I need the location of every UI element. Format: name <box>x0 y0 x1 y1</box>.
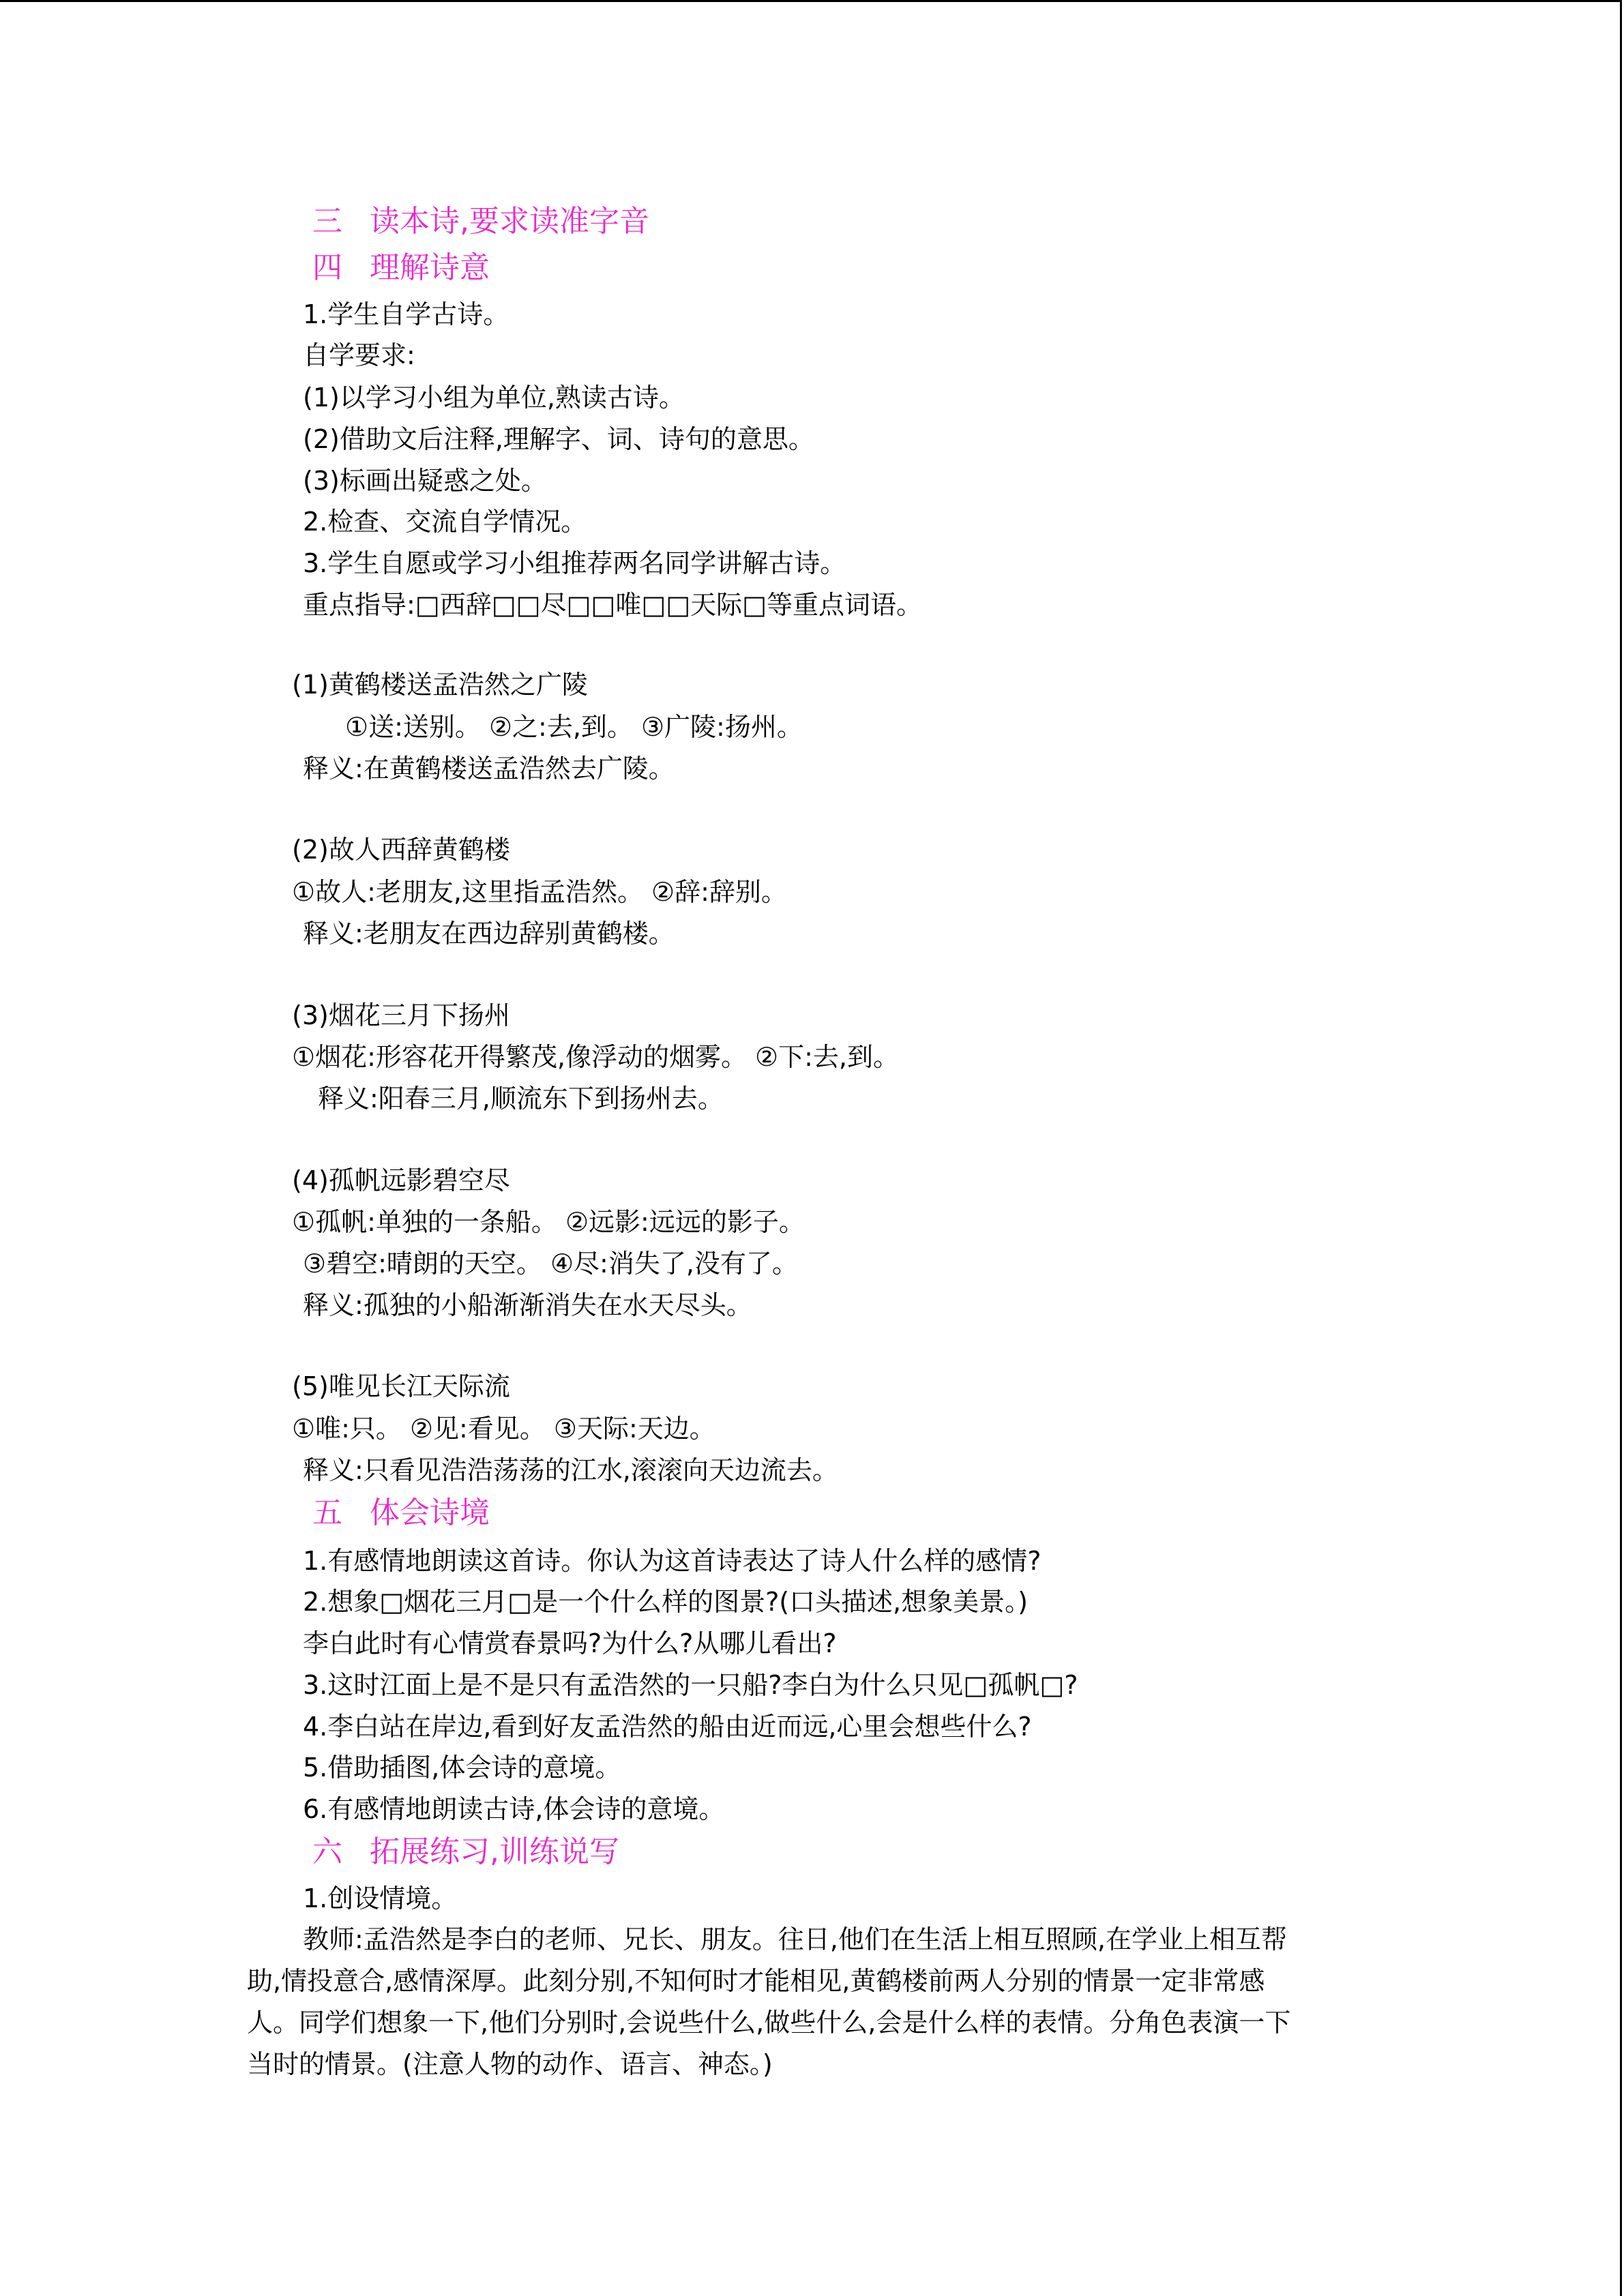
text-line: 2.检查、交流自学情况。 <box>303 507 587 537</box>
text-line: 自学要求: <box>303 340 415 370</box>
paragraph-line: 人。同学们想象一下,他们分别时,会说些什么,做些什么,会是什么样的表情。分角色表演一下 <box>247 2008 1291 2038</box>
poem-line-notes: ③碧空:晴朗的天空。 ④尽:消失了,没有了。 <box>303 1249 798 1279</box>
text-line: (2)借助文后注释,理解字、词、诗句的意思。 <box>303 424 814 454</box>
section-title: 读本诗,要求读准字音 <box>370 204 649 239</box>
paragraph-line: 当时的情景。(注意人物的动作、语言、神态。) <box>247 2049 773 2079</box>
text-line: 2.想象□烟花三月□是一个什么样的图景?(口头描述,想象美景。) <box>303 1587 1028 1617</box>
poem-line-meaning: 释义:只看见浩浩荡荡的江水,滚滚向天边流去。 <box>303 1455 838 1485</box>
text-line: (1)以学习小组为单位,熟读古诗。 <box>303 383 685 413</box>
section-number: 三 <box>312 204 342 239</box>
poem-line-meaning: 释义:阳春三月,顺流东下到扬州去。 <box>318 1084 724 1114</box>
section-heading-6 <box>312 1834 619 1872</box>
poem-line-meaning: 释义:老朋友在西边辞别黄鹤楼。 <box>303 919 675 949</box>
section-title: 理解诗意 <box>370 250 490 285</box>
text-line: 1.学生自学古诗。 <box>303 299 510 329</box>
poem-line-title: (5)唯见长江天际流 <box>292 1371 510 1401</box>
poem-line-notes: ①孤帆:单独的一条船。 ②远影:远远的影子。 <box>292 1207 805 1237</box>
text-line: 5.借助插图,体会诗的意境。 <box>303 1753 621 1783</box>
text-line: 1.创设情境。 <box>303 1883 458 1913</box>
poem-line-title: (2)故人西辞黄鹤楼 <box>292 835 510 865</box>
text-line: 6.有感情地朗读古诗,体会诗的意境。 <box>303 1794 725 1824</box>
paragraph-line: 助,情投意合,感情深厚。此刻分别,不知何时才能相见,黄鹤楼前两人分别的情景一定非常感 <box>247 1966 1265 1996</box>
section-number: 六 <box>312 1834 342 1869</box>
section-number: 五 <box>312 1495 342 1530</box>
section-number: 四 <box>312 250 342 285</box>
poem-line-title: (4)孤帆远影碧空尽 <box>292 1165 510 1195</box>
poem-line-notes: ①故人:老朋友,这里指孟浩然。 ②辞:辞别。 <box>292 877 787 907</box>
text-line: 李白此时有心情赏春景吗?为什么?从哪儿看出? <box>303 1628 837 1658</box>
text-line: 1.有感情地朗读这首诗。你认为这首诗表达了诗人什么样的感情? <box>303 1546 1042 1576</box>
section-heading-3 <box>312 203 649 241</box>
poem-line-title: (1)黄鹤楼送孟浩然之广陵 <box>292 670 588 700</box>
poem-line-title: (3)烟花三月下扬州 <box>292 1000 510 1030</box>
text-line: 4.李白站在岸边,看到好友孟浩然的船由近而远,心里会想些什么? <box>303 1712 1032 1742</box>
section-title: 拓展练习,训练说写 <box>370 1834 619 1869</box>
poem-line-notes: ①烟花:形容花开得繁茂,像浮动的烟雾。 ②下:去,到。 <box>292 1042 899 1072</box>
poem-line-meaning: 释义:孤独的小船渐渐消失在水天尽头。 <box>303 1290 752 1320</box>
paragraph-line: 教师:孟浩然是李白的老师、兄长、朋友。往日,他们在生活上相互照顾,在学业上相互帮 <box>303 1924 1287 1954</box>
section-heading-4 <box>312 250 490 288</box>
poem-line-notes: ①送:送别。 ②之:去,到。 ③广陵:扬州。 <box>345 712 803 742</box>
text-line: 3.学生自愿或学习小组推荐两名同学讲解古诗。 <box>303 548 846 578</box>
section-title: 体会诗境 <box>370 1495 490 1530</box>
text-line: 重点指导:□西辞□□尽□□唯□□天际□等重点词语。 <box>303 590 923 620</box>
text-line: 3.这时江面上是不是只有孟浩然的一只船?李白为什么只见□孤帆□? <box>303 1670 1078 1700</box>
section-heading-5 <box>312 1495 490 1533</box>
poem-line-notes: ①唯:只。 ②见:看见。 ③天际:天边。 <box>292 1414 715 1444</box>
text-line: (3)标画出疑惑之处。 <box>303 466 547 496</box>
poem-line-meaning: 释义:在黄鹤楼送孟浩然去广陵。 <box>303 754 675 784</box>
